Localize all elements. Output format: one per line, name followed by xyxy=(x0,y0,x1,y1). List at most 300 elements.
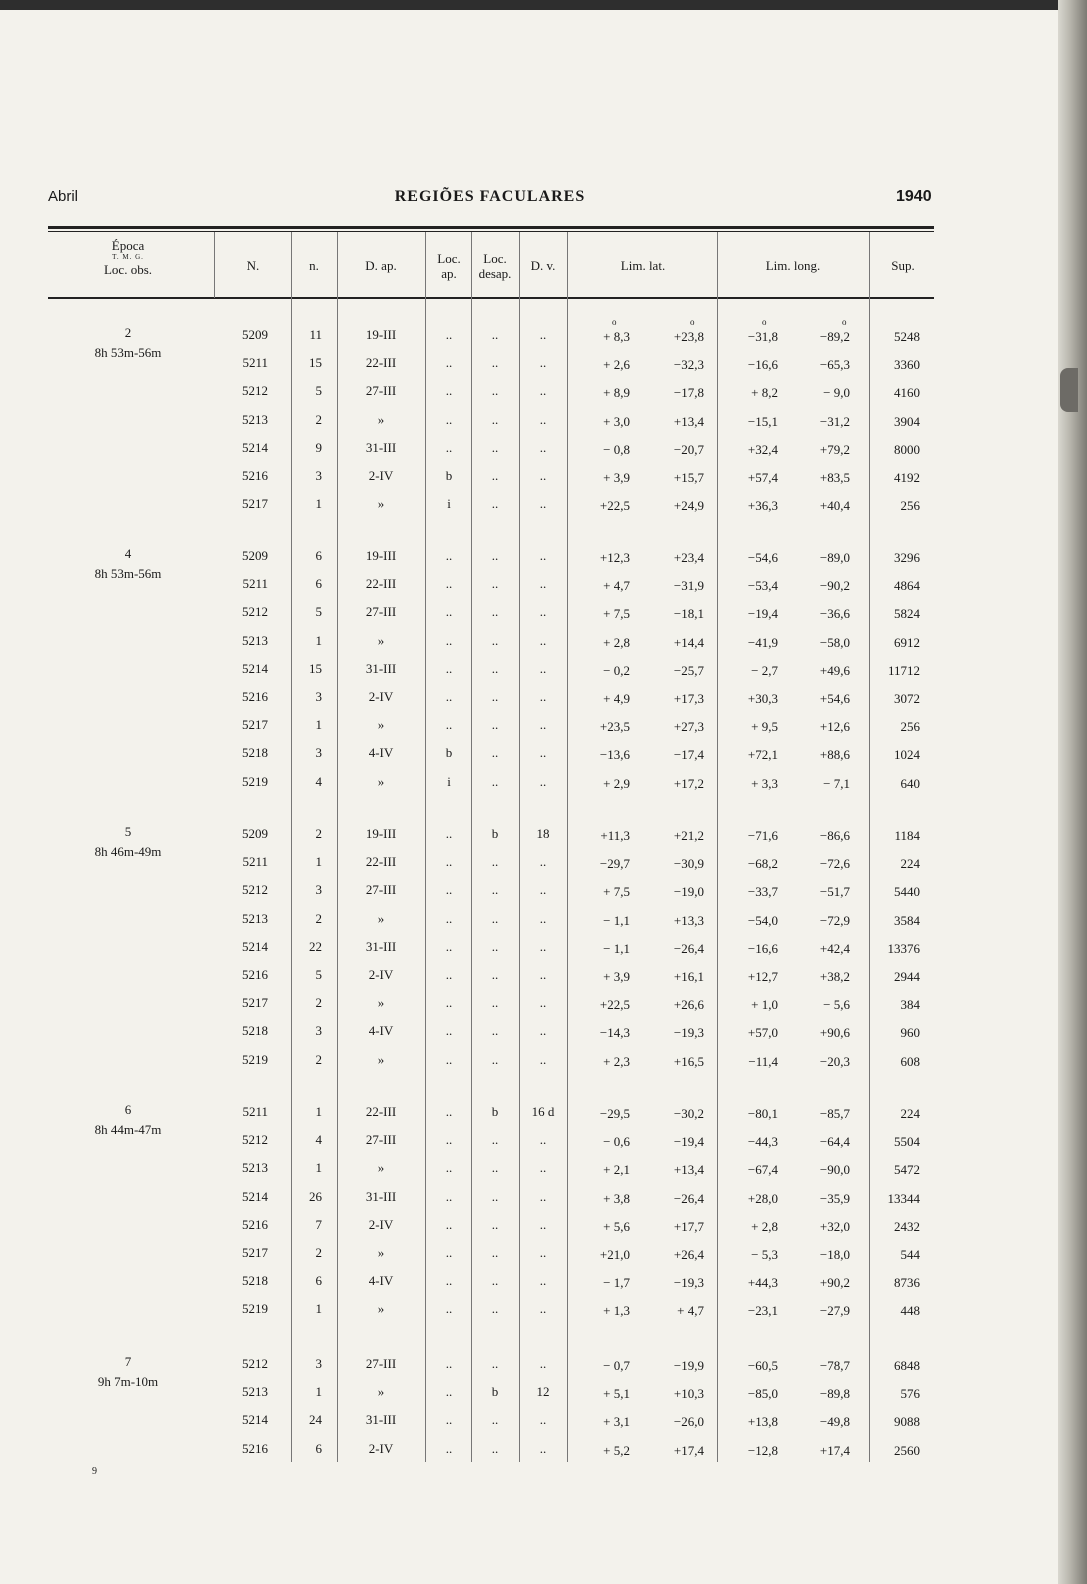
cell-sup: 13376 xyxy=(887,940,920,956)
cell-loc-desap: .. xyxy=(491,717,499,733)
column-separator xyxy=(214,232,215,298)
cell-loc-desap: .. xyxy=(491,632,499,648)
cell-loc-ap: .. xyxy=(445,1412,453,1428)
epoch-number: 6 xyxy=(124,1102,132,1117)
cell-loc-desap: .. xyxy=(491,496,499,512)
cell-lim-lat-1: +12,3 xyxy=(599,550,630,565)
cell-loc-desap: .. xyxy=(491,355,499,371)
cell-sup: 2944 xyxy=(894,969,920,984)
epoch-time: 8h 53m-56m xyxy=(94,566,162,581)
cell-n-small: 6 xyxy=(315,1273,322,1289)
cell-d-v: .. xyxy=(539,745,547,761)
cell-lim-long-1: −80,1 xyxy=(747,1106,778,1121)
footer-mark: 9 xyxy=(92,1466,97,1477)
cell-sup: 1024 xyxy=(894,747,920,763)
degree-mark: o xyxy=(612,317,617,327)
cell-lim-lat-1: + 8,3 xyxy=(603,329,630,344)
cell-lim-long-1: −53,4 xyxy=(747,578,778,594)
cell-d-v: .. xyxy=(539,604,547,620)
cell-lim-lat-1: + 3,1 xyxy=(603,1414,630,1430)
cell-lim-lat-2: +23,8 xyxy=(673,329,704,344)
cell-lim-long-1: −71,6 xyxy=(747,828,778,843)
cell-n: 5214 xyxy=(242,938,268,954)
cell-loc-ap: .. xyxy=(445,548,453,563)
cell-lim-lat-1: − 0,2 xyxy=(603,662,630,678)
cell-d-ap: 4-IV xyxy=(368,1023,394,1039)
cell-loc-ap: .. xyxy=(445,1216,453,1232)
cell-loc-ap: .. xyxy=(445,854,453,870)
cell-d-v: .. xyxy=(539,548,547,563)
cell-n-small: 15 xyxy=(309,660,322,676)
cell-lim-lat-1: − 0,7 xyxy=(603,1358,630,1373)
cell-d-ap: 4-IV xyxy=(368,745,394,761)
cell-lim-long-2: −90,2 xyxy=(819,578,850,594)
cell-lim-long-1: +28,0 xyxy=(747,1190,778,1206)
cell-n: 5214 xyxy=(242,660,268,676)
cell-lim-long-1: −31,8 xyxy=(747,329,778,344)
cell-loc-desap: .. xyxy=(491,1412,499,1428)
header-rule xyxy=(48,297,934,299)
cell-lim-long-1: − 2,7 xyxy=(751,662,778,678)
col-d-v-header: D. v. xyxy=(530,258,556,273)
cell-d-v: .. xyxy=(539,910,547,926)
cell-lim-long-2: −89,8 xyxy=(819,1386,850,1402)
cell-lim-lat-2: +17,4 xyxy=(673,1442,704,1458)
cell-loc-ap: .. xyxy=(445,910,453,926)
epoch-label xyxy=(48,1352,208,1392)
cell-d-v: .. xyxy=(539,1216,547,1232)
cell-loc-desap: .. xyxy=(491,439,499,455)
cell-lim-long-2: +90,2 xyxy=(819,1275,850,1291)
cell-d-ap: 31-III xyxy=(365,439,397,455)
cell-lim-long-2: −49,8 xyxy=(819,1414,850,1430)
cell-sup: 6912 xyxy=(894,634,920,650)
cell-d-ap: 31-III xyxy=(365,1412,397,1428)
cell-lim-lat-2: +24,9 xyxy=(673,498,704,514)
cell-lim-long-2: +79,2 xyxy=(819,441,850,457)
cell-lim-long-2: − 9,0 xyxy=(823,385,850,401)
cell-loc-ap: .. xyxy=(445,1384,453,1400)
cell-loc-desap: .. xyxy=(491,854,499,870)
cell-loc-ap: .. xyxy=(445,717,453,733)
cell-loc-ap: .. xyxy=(445,938,453,954)
cell-lim-long-1: −16,6 xyxy=(747,940,778,956)
cell-lim-lat-2: −19,3 xyxy=(673,1025,704,1041)
cell-n: 5213 xyxy=(242,910,268,926)
cell-lim-long-2: −18,0 xyxy=(819,1247,850,1262)
cell-lim-long-1: +13,8 xyxy=(747,1414,778,1430)
epoch-number: 7 xyxy=(124,1354,132,1369)
cell-n-small: 5 xyxy=(315,383,322,399)
cell-lim-lat-1: − 1,1 xyxy=(603,940,630,956)
cell-d-v: .. xyxy=(539,717,547,733)
cell-loc-desap: .. xyxy=(491,327,499,342)
cell-n: 5216 xyxy=(242,967,268,982)
cell-lim-lat-1: − 0,8 xyxy=(603,441,630,457)
cell-n: 5219 xyxy=(242,773,268,789)
cell-d-ap: 22-III xyxy=(365,355,397,371)
cell-n: 5217 xyxy=(242,1245,268,1260)
cell-sup: 6848 xyxy=(894,1358,920,1373)
cell-lim-long-2: −72,6 xyxy=(819,856,850,872)
scan-top-border xyxy=(0,0,1087,10)
cell-lim-long-2: +83,5 xyxy=(819,470,850,485)
cell-lim-long-1: + 9,5 xyxy=(751,719,778,735)
top-rule xyxy=(48,226,934,229)
cell-sup: 608 xyxy=(900,1053,920,1069)
cell-loc-desap: .. xyxy=(491,1440,499,1456)
cell-loc-ap: .. xyxy=(445,1160,453,1176)
cell-lim-lat-2: +23,4 xyxy=(673,550,704,565)
cell-lim-long-2: +32,0 xyxy=(819,1218,850,1234)
cell-d-v: .. xyxy=(539,1188,547,1204)
cell-loc-ap: .. xyxy=(445,1440,453,1456)
cell-n-small: 6 xyxy=(315,1440,322,1456)
cell-n: 5219 xyxy=(242,1301,268,1317)
cell-d-ap: » xyxy=(377,632,385,648)
cell-sup: 8736 xyxy=(894,1275,920,1291)
cell-lim-lat-1: −13,6 xyxy=(599,747,630,763)
cell-lim-lat-2: +17,3 xyxy=(673,691,704,706)
cell-loc-ap: i xyxy=(447,496,451,512)
cell-n: 5212 xyxy=(242,604,268,620)
cell-d-ap: 2-IV xyxy=(368,1440,394,1456)
cell-d-ap: 4-IV xyxy=(368,1273,394,1289)
cell-lim-long-2: −64,4 xyxy=(819,1134,850,1150)
cell-lim-long-1: −67,4 xyxy=(747,1162,778,1178)
cell-d-ap: 22-III xyxy=(365,1104,397,1119)
epoch-time: 8h 53m-56m xyxy=(94,345,162,360)
cell-lim-lat-1: + 5,1 xyxy=(603,1386,630,1402)
cell-loc-ap: .. xyxy=(445,1301,453,1317)
cell-sup: 13344 xyxy=(887,1190,920,1206)
cell-n-small: 5 xyxy=(315,967,322,982)
cell-lim-lat-1: +23,5 xyxy=(599,719,630,735)
cell-lim-long-1: + 1,0 xyxy=(751,997,778,1013)
cell-d-v: .. xyxy=(539,496,547,512)
cell-d-v: .. xyxy=(539,1160,547,1176)
cell-loc-desap: .. xyxy=(491,576,499,592)
cell-d-ap: 22-III xyxy=(365,576,397,592)
cell-loc-desap: .. xyxy=(491,938,499,954)
cell-loc-ap: .. xyxy=(445,689,453,704)
cell-loc-desap: b xyxy=(491,826,499,841)
cell-sup: 3584 xyxy=(894,912,920,928)
cell-n: 5211 xyxy=(242,854,268,870)
cell-lim-long-2: − 7,1 xyxy=(823,775,850,791)
cell-d-v: .. xyxy=(539,1132,547,1148)
cell-lim-lat-1: +22,5 xyxy=(599,498,630,514)
cell-lim-long-1: +72,1 xyxy=(747,747,778,763)
cell-lim-long-1: +44,3 xyxy=(747,1275,778,1291)
cell-d-v: .. xyxy=(539,1245,547,1260)
cell-lim-long-1: −44,3 xyxy=(747,1134,778,1150)
cell-loc-ap: b xyxy=(445,745,453,761)
cell-lim-lat-1: + 2,1 xyxy=(603,1162,630,1178)
cell-n: 5218 xyxy=(242,1273,268,1289)
cell-lim-lat-1: −14,3 xyxy=(599,1025,630,1041)
cell-n: 5213 xyxy=(242,1160,268,1176)
cell-n-small: 2 xyxy=(315,1245,322,1260)
cell-lim-lat-2: −19,3 xyxy=(673,1275,704,1291)
cell-loc-desap: .. xyxy=(491,548,499,563)
cell-lim-lat-1: + 3,9 xyxy=(603,969,630,984)
cell-lim-lat-2: −26,4 xyxy=(673,1190,704,1206)
cell-d-v: .. xyxy=(539,854,547,870)
cell-sup: 5824 xyxy=(894,606,920,622)
cell-n: 5216 xyxy=(242,1216,268,1232)
cell-d-ap: » xyxy=(377,1160,385,1176)
cell-n: 5209 xyxy=(242,826,268,841)
cell-n: 5211 xyxy=(242,355,268,371)
cell-lim-lat-1: − 1,7 xyxy=(603,1275,630,1291)
cell-d-v: .. xyxy=(539,439,547,455)
cell-d-ap: 2-IV xyxy=(368,1216,394,1232)
cell-d-v: .. xyxy=(539,1051,547,1067)
cell-loc-desap: .. xyxy=(491,1023,499,1039)
cell-lim-lat-2: −32,3 xyxy=(673,357,704,373)
col-lim-lat-header: Lim. lat. xyxy=(620,258,666,273)
cell-d-ap: » xyxy=(377,1051,385,1067)
cell-d-v: .. xyxy=(539,632,547,648)
cell-sup: 448 xyxy=(900,1303,920,1319)
cell-lim-long-1: −12,8 xyxy=(747,1442,778,1458)
cell-n-small: 1 xyxy=(315,496,322,512)
cell-loc-ap: .. xyxy=(445,632,453,648)
cell-lim-long-2: −72,9 xyxy=(819,912,850,928)
cell-lim-long-1: −60,5 xyxy=(747,1358,778,1373)
cell-sup: 576 xyxy=(900,1386,920,1402)
cell-sup: 960 xyxy=(900,1025,920,1041)
cell-lim-lat-2: +16,5 xyxy=(673,1053,704,1069)
cell-lim-lat-1: + 2,3 xyxy=(603,1053,630,1069)
cell-n-small: 2 xyxy=(315,1051,322,1067)
cell-d-ap: 31-III xyxy=(365,660,397,676)
epoch-number: 4 xyxy=(124,546,132,561)
cell-d-ap: » xyxy=(377,773,385,789)
cell-lim-long-1: −85,0 xyxy=(747,1386,778,1402)
cell-lim-lat-2: −26,4 xyxy=(673,940,704,956)
cell-loc-desap: .. xyxy=(491,1132,499,1148)
cell-loc-ap: .. xyxy=(445,882,453,898)
cell-lim-lat-1: + 4,7 xyxy=(603,578,630,594)
cell-lim-lat-2: −19,9 xyxy=(673,1358,704,1373)
cell-loc-desap: .. xyxy=(491,995,499,1011)
col-loc-ap-header xyxy=(426,251,472,281)
cell-d-v: .. xyxy=(539,660,547,676)
cell-loc-desap: .. xyxy=(491,1051,499,1067)
cell-lim-long-2: −78,7 xyxy=(819,1358,850,1373)
epoch-label xyxy=(48,544,208,584)
cell-sup: 224 xyxy=(900,856,920,872)
cell-lim-lat-2: +21,2 xyxy=(673,828,704,843)
cell-lim-lat-1: − 1,1 xyxy=(603,912,630,928)
cell-n-small: 26 xyxy=(309,1188,322,1204)
cell-d-ap: » xyxy=(377,910,385,926)
cell-d-v: .. xyxy=(539,1273,547,1289)
cell-loc-desap: .. xyxy=(491,383,499,399)
cell-sup: 3296 xyxy=(894,550,920,565)
cell-d-ap: 27-III xyxy=(365,1132,397,1148)
cell-lim-lat-2: +17,7 xyxy=(673,1218,704,1234)
cell-lim-lat-1: −29,7 xyxy=(599,856,630,872)
cell-d-ap: » xyxy=(377,1301,385,1317)
cell-lim-long-2: −86,6 xyxy=(819,828,850,843)
cell-d-ap: 22-III xyxy=(365,854,397,870)
cell-n: 5217 xyxy=(242,717,268,733)
cell-lim-long-2: −35,9 xyxy=(819,1190,850,1206)
cell-d-ap: 2-IV xyxy=(368,468,394,483)
cell-lim-long-2: +40,4 xyxy=(819,498,850,514)
cell-lim-long-1: + 2,8 xyxy=(751,1218,778,1234)
cell-d-v: .. xyxy=(539,576,547,592)
cell-n-small: 1 xyxy=(315,1384,322,1400)
cell-loc-desap: .. xyxy=(491,910,499,926)
cell-lim-lat-2: −19,4 xyxy=(673,1134,704,1150)
cell-lim-lat-1: +21,0 xyxy=(599,1247,630,1262)
cell-n: 5209 xyxy=(242,548,268,563)
cell-sup: 256 xyxy=(900,719,920,735)
cell-sup: 4192 xyxy=(894,470,920,485)
cell-lim-long-1: + 3,3 xyxy=(751,775,778,791)
col-epoca-label: Época xyxy=(111,238,145,253)
cell-d-v: .. xyxy=(539,882,547,898)
cell-lim-long-1: −19,4 xyxy=(747,606,778,622)
cell-lim-lat-1: + 3,9 xyxy=(603,470,630,485)
cell-lim-long-1: +57,0 xyxy=(747,1025,778,1041)
cell-lim-lat-2: +26,6 xyxy=(673,997,704,1013)
cell-loc-ap: .. xyxy=(445,355,453,371)
cell-lim-lat-1: −29,5 xyxy=(599,1106,630,1121)
cell-d-v: .. xyxy=(539,995,547,1011)
header-year: 1940 xyxy=(896,188,932,205)
cell-d-v: .. xyxy=(539,383,547,399)
cell-d-v: .. xyxy=(539,1356,547,1371)
col-loc-desap-l1: Loc. xyxy=(483,251,507,266)
cell-n-small: 3 xyxy=(315,1023,322,1039)
col-d-ap-header: D. ap. xyxy=(365,258,397,273)
cell-lim-lat-2: −25,7 xyxy=(673,662,704,678)
cell-lim-long-2: +12,6 xyxy=(819,719,850,735)
epoch-label xyxy=(48,822,208,862)
degree-mark: o xyxy=(762,317,767,327)
cell-lim-long-2: −20,3 xyxy=(819,1053,850,1069)
cell-lim-long-2: −27,9 xyxy=(819,1303,850,1319)
cell-lim-lat-1: + 7,5 xyxy=(603,606,630,622)
cell-loc-desap: .. xyxy=(491,604,499,620)
cell-n: 5212 xyxy=(242,882,268,898)
cell-n-small: 1 xyxy=(315,1160,322,1176)
cell-lim-long-1: −68,2 xyxy=(747,856,778,872)
cell-n-small: 2 xyxy=(315,826,322,841)
cell-n: 5218 xyxy=(242,745,268,761)
cell-n: 5212 xyxy=(242,1132,268,1148)
cell-lim-long-1: −33,7 xyxy=(747,884,778,900)
cell-lim-lat-2: +13,4 xyxy=(673,413,704,429)
cell-d-v: .. xyxy=(539,411,547,427)
epoch-number: 5 xyxy=(124,824,132,839)
cell-loc-ap: .. xyxy=(445,439,453,455)
cell-lim-lat-1: + 1,3 xyxy=(603,1303,630,1319)
cell-n: 5217 xyxy=(242,995,268,1011)
cell-loc-desap: .. xyxy=(491,1356,499,1371)
cell-lim-lat-1: + 2,9 xyxy=(603,775,630,791)
cell-loc-ap: .. xyxy=(445,1023,453,1039)
cell-loc-desap: .. xyxy=(491,1273,499,1289)
cell-lim-long-2: +17,4 xyxy=(819,1442,850,1458)
cell-n: 5218 xyxy=(242,1023,268,1039)
cell-loc-ap: .. xyxy=(445,1104,453,1119)
epoch-time: 8h 44m-47m xyxy=(94,1122,162,1137)
cell-lim-lat-1: + 2,8 xyxy=(603,634,630,650)
col-n-small-header: n. xyxy=(309,258,319,273)
cell-lim-lat-2: +10,3 xyxy=(673,1386,704,1402)
cell-loc-desap: b xyxy=(491,1384,499,1400)
cell-d-ap: 31-III xyxy=(365,1188,397,1204)
cell-d-ap: 31-III xyxy=(365,938,397,954)
cell-n-small: 2 xyxy=(315,910,322,926)
cell-lim-long-2: −36,6 xyxy=(819,606,850,622)
cell-lim-lat-2: −19,0 xyxy=(673,884,704,900)
cell-n: 5211 xyxy=(242,576,268,592)
cell-n-small: 6 xyxy=(315,576,322,592)
cell-loc-ap: .. xyxy=(445,1188,453,1204)
cell-lim-long-2: +42,4 xyxy=(819,940,850,956)
cell-n-small: 1 xyxy=(315,854,322,870)
cell-sup: 1184 xyxy=(894,828,920,843)
cell-loc-desap: .. xyxy=(491,773,499,789)
epoch-label xyxy=(48,323,208,363)
cell-lim-lat-1: + 2,6 xyxy=(603,357,630,373)
cell-loc-desap: .. xyxy=(491,1216,499,1232)
cell-lim-long-1: −15,1 xyxy=(747,413,778,429)
cell-sup: 5504 xyxy=(894,1134,920,1150)
cell-lim-lat-2: −26,0 xyxy=(673,1414,704,1430)
cell-lim-long-2: +49,6 xyxy=(819,662,850,678)
cell-n: 5219 xyxy=(242,1051,268,1067)
cell-d-ap: » xyxy=(377,496,385,512)
col-sup-header: Sup. xyxy=(891,258,915,273)
cell-n: 5211 xyxy=(242,1104,268,1119)
cell-lim-long-2: +90,6 xyxy=(819,1025,850,1041)
cell-n: 5217 xyxy=(242,496,268,512)
cell-n-small: 22 xyxy=(309,938,322,954)
cell-loc-ap: .. xyxy=(445,411,453,427)
cell-sup: 9088 xyxy=(894,1414,920,1430)
cell-d-ap: » xyxy=(377,1384,385,1400)
cell-n-small: 11 xyxy=(309,327,322,342)
cell-d-ap: 2-IV xyxy=(368,689,394,704)
cell-sup: 4864 xyxy=(894,578,920,594)
cell-loc-desap: .. xyxy=(491,468,499,483)
cell-sup: 5472 xyxy=(894,1162,920,1178)
cell-sup: 256 xyxy=(900,498,920,514)
cell-loc-ap: .. xyxy=(445,660,453,676)
header-month: Abril xyxy=(48,188,79,205)
cell-sup: 544 xyxy=(900,1247,920,1262)
degree-mark: o xyxy=(690,317,695,327)
cell-loc-ap: .. xyxy=(445,1051,453,1067)
cell-n: 5213 xyxy=(242,1384,268,1400)
cell-n-small: 4 xyxy=(315,1132,322,1148)
cell-loc-ap: i xyxy=(447,773,451,789)
cell-sup: 4160 xyxy=(894,385,920,401)
cell-loc-desap: .. xyxy=(491,1188,499,1204)
cell-n-small: 1 xyxy=(315,1301,322,1317)
epoch-time: 8h 46m-49m xyxy=(94,844,162,859)
cell-sup: 384 xyxy=(900,997,920,1013)
cell-lim-long-1: −23,1 xyxy=(747,1303,778,1319)
